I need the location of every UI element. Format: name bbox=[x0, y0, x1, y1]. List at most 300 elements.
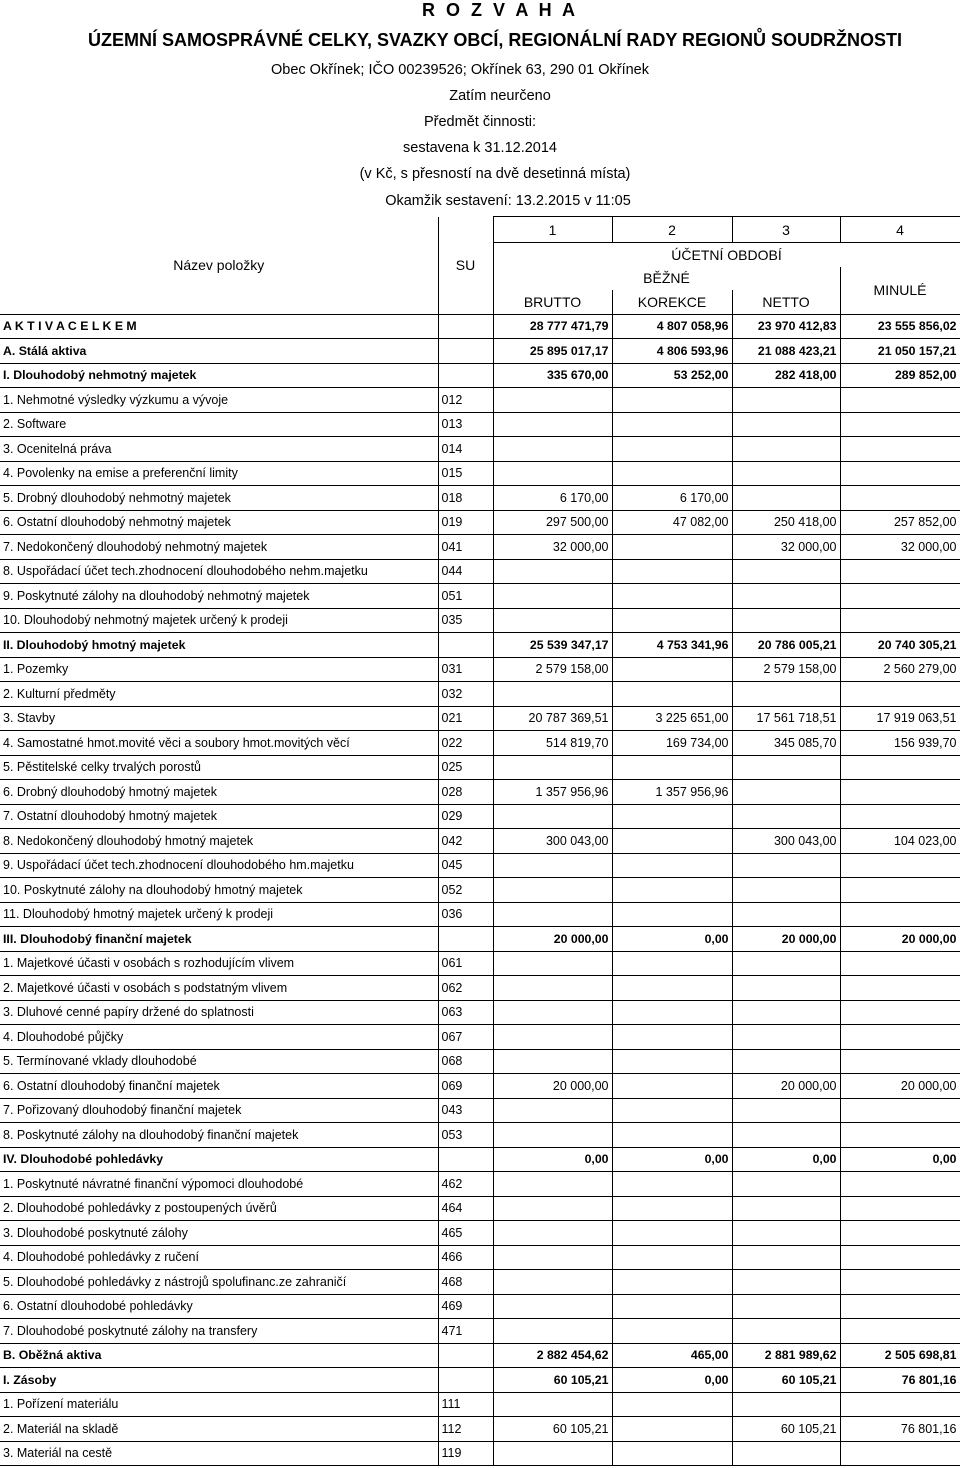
row-name: 4. Dlouhodobé půjčky bbox=[0, 1025, 438, 1050]
row-su: 112 bbox=[438, 1417, 493, 1442]
table-row bbox=[0, 1343, 960, 1368]
row-brutto: 297 500,00 bbox=[493, 510, 612, 535]
table-row bbox=[0, 1221, 960, 1246]
row-korekce bbox=[612, 1172, 732, 1197]
row-minule bbox=[840, 682, 960, 707]
table-row bbox=[0, 486, 960, 511]
row-netto bbox=[732, 951, 840, 976]
row-brutto bbox=[493, 1245, 612, 1270]
row-su bbox=[438, 1147, 493, 1172]
row-su: 012 bbox=[438, 388, 493, 413]
row-minule bbox=[840, 1392, 960, 1417]
row-su: 051 bbox=[438, 584, 493, 609]
row-brutto bbox=[493, 976, 612, 1001]
row-brutto bbox=[493, 682, 612, 707]
row-brutto bbox=[493, 902, 612, 927]
row-name: I. Dlouhodobý nehmotný majetek bbox=[0, 363, 438, 388]
row-name: 3. Materiál na cestě bbox=[0, 1441, 438, 1466]
row-brutto: 2 579 158,00 bbox=[493, 657, 612, 682]
row-netto bbox=[732, 388, 840, 413]
balance-sheet-table bbox=[0, 216, 960, 1466]
header-su: SU bbox=[438, 217, 493, 315]
row-name: 7. Pořizovaný dlouhodobý finanční majetek bbox=[0, 1098, 438, 1123]
row-korekce bbox=[612, 437, 732, 462]
table-row bbox=[0, 584, 960, 609]
row-brutto: 1 357 956,96 bbox=[493, 780, 612, 805]
row-netto bbox=[732, 682, 840, 707]
row-netto bbox=[732, 608, 840, 633]
row-netto bbox=[732, 412, 840, 437]
table-row bbox=[0, 388, 960, 413]
row-korekce: 0,00 bbox=[612, 1147, 732, 1172]
row-brutto bbox=[493, 1025, 612, 1050]
row-su: 464 bbox=[438, 1196, 493, 1221]
row-korekce bbox=[612, 878, 732, 903]
row-brutto bbox=[493, 853, 612, 878]
row-korekce: 47 082,00 bbox=[612, 510, 732, 535]
row-brutto bbox=[493, 1098, 612, 1123]
row-brutto: 20 000,00 bbox=[493, 927, 612, 952]
row-su: 013 bbox=[438, 412, 493, 437]
table-row bbox=[0, 951, 960, 976]
row-su: 043 bbox=[438, 1098, 493, 1123]
row-korekce: 169 734,00 bbox=[612, 731, 732, 756]
row-su bbox=[438, 633, 493, 658]
row-name: 8. Poskytnuté zálohy na dlouhodobý finanční majetek bbox=[0, 1123, 438, 1148]
row-korekce bbox=[612, 1098, 732, 1123]
row-brutto bbox=[493, 1123, 612, 1148]
row-minule bbox=[840, 1221, 960, 1246]
row-korekce bbox=[612, 1441, 732, 1466]
row-korekce bbox=[612, 1196, 732, 1221]
table-row bbox=[0, 339, 960, 364]
row-brutto: 28 777 471,79 bbox=[493, 314, 612, 339]
row-netto: 282 418,00 bbox=[732, 363, 840, 388]
row-su: 061 bbox=[438, 951, 493, 976]
col-number-2: 2 bbox=[612, 217, 732, 243]
row-korekce bbox=[612, 1417, 732, 1442]
row-minule bbox=[840, 1172, 960, 1197]
row-korekce bbox=[612, 1000, 732, 1025]
row-brutto bbox=[493, 1392, 612, 1417]
table-row bbox=[0, 535, 960, 560]
header-brutto: BRUTTO bbox=[493, 290, 612, 314]
row-netto: 60 105,21 bbox=[732, 1417, 840, 1442]
row-netto: 17 561 718,51 bbox=[732, 706, 840, 731]
row-korekce bbox=[612, 1245, 732, 1270]
row-korekce bbox=[612, 412, 732, 437]
row-name: 2. Materiál na skladě bbox=[0, 1417, 438, 1442]
row-brutto bbox=[493, 584, 612, 609]
row-brutto bbox=[493, 755, 612, 780]
row-netto bbox=[732, 437, 840, 462]
row-minule bbox=[840, 412, 960, 437]
row-minule bbox=[840, 780, 960, 805]
row-minule bbox=[840, 608, 960, 633]
table-row bbox=[0, 1417, 960, 1442]
row-korekce bbox=[612, 1123, 732, 1148]
row-name: 8. Nedokončený dlouhodobý hmotný majetek bbox=[0, 829, 438, 854]
row-korekce bbox=[612, 608, 732, 633]
row-name: 6. Ostatní dlouhodobý nehmotný majetek bbox=[0, 510, 438, 535]
row-name: B. Oběžná aktiva bbox=[0, 1343, 438, 1368]
report-title: R O Z V A H A bbox=[422, 0, 578, 20]
row-su: 471 bbox=[438, 1319, 493, 1344]
created-timestamp: Okamžik sestavení: 13.2.2015 v 11:05 bbox=[385, 193, 631, 209]
row-su: 465 bbox=[438, 1221, 493, 1246]
table-row bbox=[0, 804, 960, 829]
row-netto: 345 085,70 bbox=[732, 731, 840, 756]
row-su: 053 bbox=[438, 1123, 493, 1148]
table-row bbox=[0, 829, 960, 854]
row-netto: 20 786 005,21 bbox=[732, 633, 840, 658]
row-netto: 2 579 158,00 bbox=[732, 657, 840, 682]
row-netto bbox=[732, 1441, 840, 1466]
row-brutto: 300 043,00 bbox=[493, 829, 612, 854]
row-netto bbox=[732, 755, 840, 780]
row-brutto bbox=[493, 1221, 612, 1246]
row-su bbox=[438, 927, 493, 952]
row-su: 052 bbox=[438, 878, 493, 903]
row-korekce: 0,00 bbox=[612, 927, 732, 952]
row-name: 2. Dlouhodobé pohledávky z postoupených úvěrů bbox=[0, 1196, 438, 1221]
row-korekce: 4 806 593,96 bbox=[612, 339, 732, 364]
row-netto bbox=[732, 780, 840, 805]
row-minule bbox=[840, 976, 960, 1001]
table-row bbox=[0, 412, 960, 437]
table-row bbox=[0, 1294, 960, 1319]
row-minule: 257 852,00 bbox=[840, 510, 960, 535]
row-korekce bbox=[612, 1319, 732, 1344]
row-netto: 21 088 423,21 bbox=[732, 339, 840, 364]
row-netto bbox=[732, 853, 840, 878]
row-minule bbox=[840, 1319, 960, 1344]
row-netto bbox=[732, 1000, 840, 1025]
row-name: 4. Dlouhodobé pohledávky z ručení bbox=[0, 1245, 438, 1270]
row-korekce: 3 225 651,00 bbox=[612, 706, 732, 731]
row-korekce bbox=[612, 1392, 732, 1417]
row-name: 6. Ostatní dlouhodobý finanční majetek bbox=[0, 1074, 438, 1099]
row-netto bbox=[732, 1098, 840, 1123]
row-netto bbox=[732, 902, 840, 927]
row-name: 5. Pěstitelské celky trvalých porostů bbox=[0, 755, 438, 780]
row-minule bbox=[840, 853, 960, 878]
table-row bbox=[0, 1245, 960, 1270]
row-netto: 250 418,00 bbox=[732, 510, 840, 535]
row-minule: 76 801,16 bbox=[840, 1417, 960, 1442]
row-name: 3. Ocenitelná práva bbox=[0, 437, 438, 462]
table-row bbox=[0, 314, 960, 339]
row-netto: 60 105,21 bbox=[732, 1368, 840, 1393]
row-su: 119 bbox=[438, 1441, 493, 1466]
report-date: sestavena k 31.12.2014 bbox=[403, 140, 557, 156]
row-brutto bbox=[493, 1294, 612, 1319]
row-korekce bbox=[612, 461, 732, 486]
row-su: 019 bbox=[438, 510, 493, 535]
row-name: 10. Poskytnuté zálohy na dlouhodobý hmotný majetek bbox=[0, 878, 438, 903]
row-su: 018 bbox=[438, 486, 493, 511]
row-su: 041 bbox=[438, 535, 493, 560]
row-brutto bbox=[493, 1172, 612, 1197]
row-korekce: 53 252,00 bbox=[612, 363, 732, 388]
row-korekce bbox=[612, 829, 732, 854]
row-minule: 0,00 bbox=[840, 1147, 960, 1172]
row-korekce bbox=[612, 1270, 732, 1295]
row-su: 028 bbox=[438, 780, 493, 805]
row-minule: 289 852,00 bbox=[840, 363, 960, 388]
row-brutto bbox=[493, 951, 612, 976]
header-name: Název položky bbox=[173, 257, 265, 273]
row-korekce bbox=[612, 1294, 732, 1319]
table-row bbox=[0, 608, 960, 633]
table-row bbox=[0, 878, 960, 903]
row-minule: 32 000,00 bbox=[840, 535, 960, 560]
row-su: 111 bbox=[438, 1392, 493, 1417]
row-brutto: 335 670,00 bbox=[493, 363, 612, 388]
row-name: 1. Majetkové účasti v osobách s rozhodujícím vlivem bbox=[0, 951, 438, 976]
table-row bbox=[0, 1319, 960, 1344]
row-minule: 2 560 279,00 bbox=[840, 657, 960, 682]
row-korekce bbox=[612, 657, 732, 682]
table-row bbox=[0, 1074, 960, 1099]
row-su: 036 bbox=[438, 902, 493, 927]
row-su: 466 bbox=[438, 1245, 493, 1270]
row-minule bbox=[840, 486, 960, 511]
row-minule: 20 000,00 bbox=[840, 927, 960, 952]
row-minule bbox=[840, 1270, 960, 1295]
table-row bbox=[0, 1172, 960, 1197]
table-row bbox=[0, 1123, 960, 1148]
table-row bbox=[0, 1368, 960, 1393]
row-netto: 0,00 bbox=[732, 1147, 840, 1172]
header-korekce: KOREKCE bbox=[612, 290, 732, 314]
table-row bbox=[0, 706, 960, 731]
row-netto bbox=[732, 878, 840, 903]
table-row bbox=[0, 1000, 960, 1025]
activity-label: Předmět činnosti: bbox=[423, 114, 537, 130]
table-row bbox=[0, 510, 960, 535]
table-row bbox=[0, 682, 960, 707]
row-minule: 104 023,00 bbox=[840, 829, 960, 854]
row-brutto: 6 170,00 bbox=[493, 486, 612, 511]
row-brutto bbox=[493, 1000, 612, 1025]
row-korekce: 1 357 956,96 bbox=[612, 780, 732, 805]
row-netto: 23 970 412,83 bbox=[732, 314, 840, 339]
col-number-3: 3 bbox=[732, 217, 840, 243]
table-row bbox=[0, 1441, 960, 1466]
row-brutto bbox=[493, 608, 612, 633]
row-su: 063 bbox=[438, 1000, 493, 1025]
row-minule bbox=[840, 388, 960, 413]
row-netto bbox=[732, 1196, 840, 1221]
row-minule bbox=[840, 584, 960, 609]
row-su bbox=[438, 1343, 493, 1368]
row-su: 469 bbox=[438, 1294, 493, 1319]
row-korekce bbox=[612, 976, 732, 1001]
row-su: 068 bbox=[438, 1049, 493, 1074]
row-name: 7. Ostatní dlouhodobý hmotný majetek bbox=[0, 804, 438, 829]
row-minule bbox=[840, 461, 960, 486]
row-brutto: 25 895 017,17 bbox=[493, 339, 612, 364]
row-su: 021 bbox=[438, 706, 493, 731]
row-brutto: 2 882 454,62 bbox=[493, 1343, 612, 1368]
row-brutto: 60 105,21 bbox=[493, 1368, 612, 1393]
row-korekce bbox=[612, 559, 732, 584]
row-name: A. Stálá aktiva bbox=[0, 339, 438, 364]
row-minule: 23 555 856,02 bbox=[840, 314, 960, 339]
row-minule: 76 801,16 bbox=[840, 1368, 960, 1393]
table-row bbox=[0, 363, 960, 388]
row-name: 3. Dlouhodobé poskytnuté zálohy bbox=[0, 1221, 438, 1246]
row-netto: 300 043,00 bbox=[732, 829, 840, 854]
row-korekce bbox=[612, 1049, 732, 1074]
row-brutto: 32 000,00 bbox=[493, 535, 612, 560]
row-netto bbox=[732, 1123, 840, 1148]
row-name: 9. Uspořádací účet tech.zhodnocení dlouhodobého hm.majetku bbox=[0, 853, 438, 878]
row-name: 10. Dlouhodobý nehmotný majetek určený k prodeji bbox=[0, 608, 438, 633]
table-row bbox=[0, 1025, 960, 1050]
row-name: 11. Dlouhodobý hmotný majetek určený k prodeji bbox=[0, 902, 438, 927]
row-korekce bbox=[612, 584, 732, 609]
table-row bbox=[0, 1196, 960, 1221]
row-name: 2. Majetkové účasti v osobách s podstatným vlivem bbox=[0, 976, 438, 1001]
row-su: 062 bbox=[438, 976, 493, 1001]
row-name: IV. Dlouhodobé pohledávky bbox=[0, 1147, 438, 1172]
row-minule bbox=[840, 951, 960, 976]
row-korekce: 0,00 bbox=[612, 1368, 732, 1393]
row-su: 069 bbox=[438, 1074, 493, 1099]
row-netto bbox=[732, 584, 840, 609]
row-name: 1. Pozemky bbox=[0, 657, 438, 682]
row-korekce bbox=[612, 682, 732, 707]
row-su: 031 bbox=[438, 657, 493, 682]
row-brutto bbox=[493, 1049, 612, 1074]
row-su bbox=[438, 1368, 493, 1393]
table-row bbox=[0, 1392, 960, 1417]
row-name: 2. Kulturní předměty bbox=[0, 682, 438, 707]
row-korekce bbox=[612, 902, 732, 927]
row-minule bbox=[840, 1025, 960, 1050]
row-korekce: 6 170,00 bbox=[612, 486, 732, 511]
table-row bbox=[0, 657, 960, 682]
row-name: 7. Nedokončený dlouhodobý nehmotný majetek bbox=[0, 535, 438, 560]
row-brutto bbox=[493, 559, 612, 584]
table-row bbox=[0, 755, 960, 780]
row-name: 3. Dluhové cenné papíry držené do splatnosti bbox=[0, 1000, 438, 1025]
row-brutto: 514 819,70 bbox=[493, 731, 612, 756]
entity-info: Obec Okřínek; IČO 00239526; Okřínek 63, 290 01 Okřínek bbox=[270, 62, 649, 78]
row-name: 1. Pořízení materiálu bbox=[0, 1392, 438, 1417]
row-minule: 2 505 698,81 bbox=[840, 1343, 960, 1368]
row-minule bbox=[840, 1049, 960, 1074]
row-minule bbox=[840, 804, 960, 829]
row-korekce bbox=[612, 535, 732, 560]
row-su: 462 bbox=[438, 1172, 493, 1197]
table-row bbox=[0, 437, 960, 462]
row-brutto bbox=[493, 412, 612, 437]
row-name: 1. Nehmotné výsledky výzkumu a vývoje bbox=[0, 388, 438, 413]
units-note: (v Kč, s přesností na dvě desetinná místa) bbox=[359, 166, 631, 182]
row-name: 1. Poskytnuté návratné finanční výpomoci dlouhodobé bbox=[0, 1172, 438, 1197]
row-su: 014 bbox=[438, 437, 493, 462]
row-su: 015 bbox=[438, 461, 493, 486]
row-korekce bbox=[612, 951, 732, 976]
table-row bbox=[0, 1049, 960, 1074]
row-netto bbox=[732, 1392, 840, 1417]
row-minule bbox=[840, 902, 960, 927]
header-current: BĚŽNÉ bbox=[493, 267, 840, 291]
table-row bbox=[0, 780, 960, 805]
table-row bbox=[0, 1098, 960, 1123]
row-su: 044 bbox=[438, 559, 493, 584]
row-name: 5. Dlouhodobé pohledávky z nástrojů spolufinanc.ze zahraničí bbox=[0, 1270, 438, 1295]
row-su bbox=[438, 363, 493, 388]
row-minule bbox=[840, 1441, 960, 1466]
row-netto bbox=[732, 486, 840, 511]
row-brutto bbox=[493, 804, 612, 829]
row-name: 8. Uspořádací účet tech.zhodnocení dlouhodobého nehm.majetku bbox=[0, 559, 438, 584]
col-number-4: 4 bbox=[840, 217, 960, 243]
row-brutto: 60 105,21 bbox=[493, 1417, 612, 1442]
table-row bbox=[0, 1147, 960, 1172]
header-netto: NETTO bbox=[732, 290, 840, 314]
table-row bbox=[0, 559, 960, 584]
row-name: 6. Drobný dlouhodobý hmotný majetek bbox=[0, 780, 438, 805]
row-netto: 32 000,00 bbox=[732, 535, 840, 560]
row-name: A K T I V A C E L K E M bbox=[0, 314, 438, 339]
row-brutto bbox=[493, 1441, 612, 1466]
row-brutto bbox=[493, 388, 612, 413]
row-minule: 20 000,00 bbox=[840, 1074, 960, 1099]
row-name: 3. Stavby bbox=[0, 706, 438, 731]
row-korekce bbox=[612, 853, 732, 878]
row-minule bbox=[840, 755, 960, 780]
row-minule bbox=[840, 878, 960, 903]
row-su: 022 bbox=[438, 731, 493, 756]
row-brutto bbox=[493, 461, 612, 486]
row-netto bbox=[732, 1172, 840, 1197]
row-brutto bbox=[493, 1270, 612, 1295]
row-netto bbox=[732, 1270, 840, 1295]
row-brutto bbox=[493, 1196, 612, 1221]
row-minule bbox=[840, 1123, 960, 1148]
table-row bbox=[0, 731, 960, 756]
row-su bbox=[438, 314, 493, 339]
row-name: I. Zásoby bbox=[0, 1368, 438, 1393]
row-brutto bbox=[493, 1319, 612, 1344]
row-netto bbox=[732, 1049, 840, 1074]
row-name: 5. Termínované vklady dlouhodobé bbox=[0, 1049, 438, 1074]
row-korekce bbox=[612, 804, 732, 829]
row-korekce bbox=[612, 1025, 732, 1050]
row-brutto: 25 539 347,17 bbox=[493, 633, 612, 658]
row-su: 035 bbox=[438, 608, 493, 633]
table-row bbox=[0, 1270, 960, 1295]
row-korekce bbox=[612, 388, 732, 413]
row-minule: 156 939,70 bbox=[840, 731, 960, 756]
row-netto bbox=[732, 1221, 840, 1246]
row-name: III. Dlouhodobý finanční majetek bbox=[0, 927, 438, 952]
row-minule: 20 740 305,21 bbox=[840, 633, 960, 658]
row-netto bbox=[732, 1294, 840, 1319]
row-netto bbox=[732, 1319, 840, 1344]
row-brutto bbox=[493, 878, 612, 903]
report-subtitle: ÚZEMNÍ SAMOSPRÁVNÉ CELKY, SVAZKY OBCÍ, REGIONÁLNÍ RADY REGIONŮ SOUDRŽNOSTI bbox=[87, 30, 903, 50]
row-brutto: 20 000,00 bbox=[493, 1074, 612, 1099]
row-netto bbox=[732, 461, 840, 486]
row-su: 029 bbox=[438, 804, 493, 829]
table-row bbox=[0, 633, 960, 658]
